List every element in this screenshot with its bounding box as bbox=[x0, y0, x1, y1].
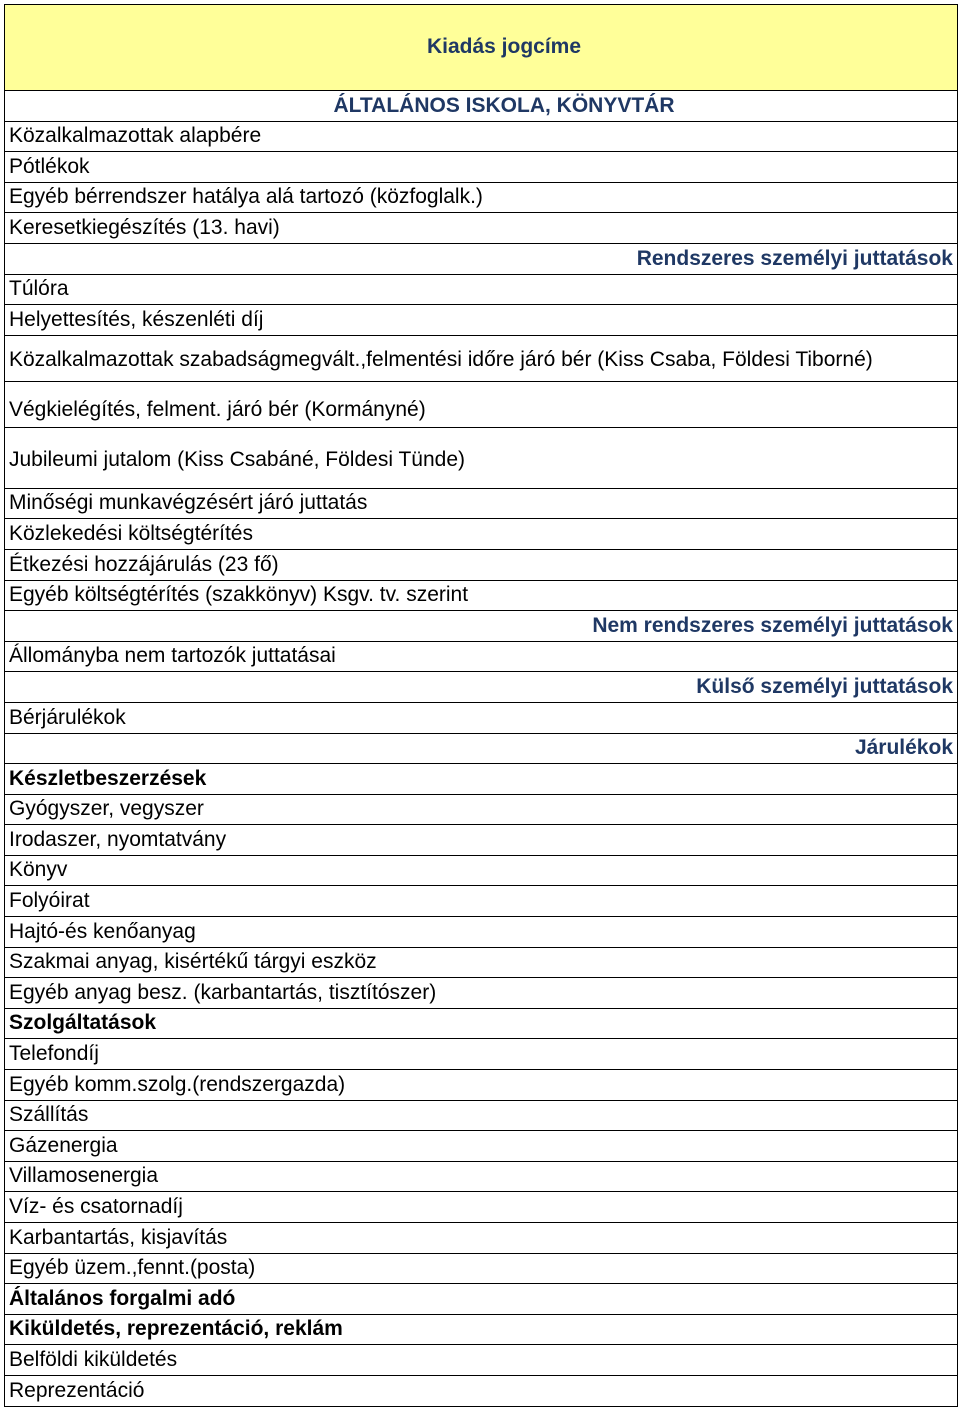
row-label: Keresetkiegészítés (13. havi) bbox=[9, 215, 280, 239]
table-row bbox=[5, 275, 957, 306]
table-row bbox=[5, 978, 957, 1009]
section-label: Kiküldetés, reprezentáció, reklám bbox=[9, 1317, 343, 1341]
table-row bbox=[5, 1039, 957, 1070]
row-label: Minőségi munkavégzésért járó juttatás bbox=[9, 491, 368, 515]
row-label: Irodaszer, nyomtatvány bbox=[9, 827, 227, 851]
table-row bbox=[5, 825, 957, 856]
row-label: Gyógyszer, vegyszer bbox=[9, 797, 204, 821]
table-row bbox=[5, 1070, 957, 1101]
row-label: Gázenergia bbox=[9, 1133, 118, 1157]
section-label: Készletbeszerzések bbox=[9, 766, 207, 790]
section-label: Szolgáltatások bbox=[9, 1011, 157, 1035]
row-label: Túlóra bbox=[9, 277, 69, 301]
row-label: Jubileumi jutalom (Kiss Csabáné, Földesi Tünde) bbox=[9, 447, 465, 471]
subtotal-row bbox=[5, 611, 957, 642]
table-row bbox=[5, 550, 957, 581]
row-label: Egyéb komm.szolg.(rendszergazda) bbox=[9, 1072, 346, 1096]
row-label: Pótlékok bbox=[9, 154, 90, 178]
subtotal-label: Nem rendszeres személyi juttatások bbox=[592, 613, 953, 637]
header-title: Kiadás jogcíme bbox=[426, 34, 582, 58]
row-label: Helyettesítés, készenléti díj bbox=[9, 307, 264, 331]
subtotal-label: Járulékok bbox=[854, 736, 953, 760]
table-row bbox=[5, 1223, 957, 1254]
table-row bbox=[5, 1345, 957, 1376]
header-row bbox=[5, 5, 957, 91]
table-row bbox=[5, 581, 957, 612]
table-row bbox=[5, 183, 957, 214]
subtotal-row bbox=[5, 244, 957, 275]
table-row bbox=[5, 703, 957, 734]
table-row bbox=[5, 519, 957, 550]
section-row bbox=[5, 1284, 957, 1315]
section-row bbox=[5, 1009, 957, 1040]
row-label: Reprezentáció bbox=[9, 1378, 145, 1402]
table-row bbox=[5, 1192, 957, 1223]
row-label: Közlekedési költségtérítés bbox=[9, 521, 253, 545]
row-label: Víz- és csatornadíj bbox=[9, 1195, 183, 1218]
row-label: Könyv bbox=[9, 858, 68, 882]
row-label: Belföldi kiküldetés bbox=[9, 1347, 178, 1371]
row-label: Egyéb anyag besz. (karbantartás, tisztítószer) bbox=[9, 980, 437, 1004]
budget-sheet bbox=[4, 4, 958, 1407]
table-row bbox=[5, 213, 957, 244]
row-label: Szakmai anyag, kisértékű tárgyi eszköz bbox=[9, 950, 377, 974]
table-row bbox=[5, 1131, 957, 1162]
subtotal-label: Külső személyi juttatások bbox=[696, 674, 953, 698]
table-row bbox=[5, 642, 957, 673]
school-row bbox=[5, 91, 957, 122]
row-label: Állományba nem tartozók juttatásai bbox=[9, 644, 336, 668]
row-label: Egyéb üzem.,fennt.(posta) bbox=[9, 1256, 256, 1280]
row-label: Egyéb bérrendszer hatálya alá tartozó (közfoglalk.) bbox=[9, 185, 483, 209]
section-row bbox=[5, 764, 957, 795]
row-label: Közalkalmazottak szabadságmegvált.,felmentési időre járó bér (Kiss Csaba, Földesi Tiborné) bbox=[9, 347, 873, 371]
table-row bbox=[5, 1376, 957, 1407]
table-row bbox=[5, 489, 957, 520]
row-label: Végkielégítés, felment. járó bér (Kormányné) bbox=[9, 397, 426, 421]
row-label: Szállítás bbox=[9, 1103, 89, 1127]
table-row bbox=[5, 886, 957, 917]
row-label: Hajtó-és kenőanyag bbox=[9, 919, 196, 943]
table-row bbox=[5, 856, 957, 887]
section-row bbox=[5, 1315, 957, 1346]
table-row bbox=[5, 917, 957, 948]
table-row bbox=[5, 795, 957, 826]
section-label: Általános forgalmi adó bbox=[9, 1286, 236, 1310]
table-row bbox=[5, 122, 957, 153]
table-row bbox=[5, 382, 957, 428]
table-row bbox=[5, 152, 957, 183]
row-label: Étkezési hozzájárulás (23 fő) bbox=[9, 552, 279, 576]
row-label: Karbantartás, kisjavítás bbox=[9, 1225, 228, 1249]
subtotal-row bbox=[5, 734, 957, 765]
school-title: ÁLTALÁNOS ISKOLA, KÖNYVTÁR bbox=[333, 93, 675, 117]
row-label: Villamosenergia bbox=[9, 1164, 159, 1188]
row-label: Közalkalmazottak alapbére bbox=[9, 124, 262, 148]
row-label: Bérjárulékok bbox=[9, 705, 126, 729]
table-row bbox=[5, 428, 957, 489]
subtotal-row bbox=[5, 672, 957, 703]
table-row bbox=[5, 1101, 957, 1132]
row-label: Folyóirat bbox=[9, 889, 90, 913]
row-label: Egyéb költségtérítés (szakkönyv) Ksgv. tv. szerint bbox=[9, 583, 469, 607]
table-row bbox=[5, 336, 957, 382]
table-row bbox=[5, 1254, 957, 1285]
table-row bbox=[5, 1162, 957, 1193]
table-row bbox=[5, 948, 957, 979]
table-row bbox=[5, 305, 957, 336]
subtotal-label: Rendszeres személyi juttatások bbox=[636, 246, 953, 270]
row-label: Telefondíj bbox=[9, 1042, 99, 1066]
